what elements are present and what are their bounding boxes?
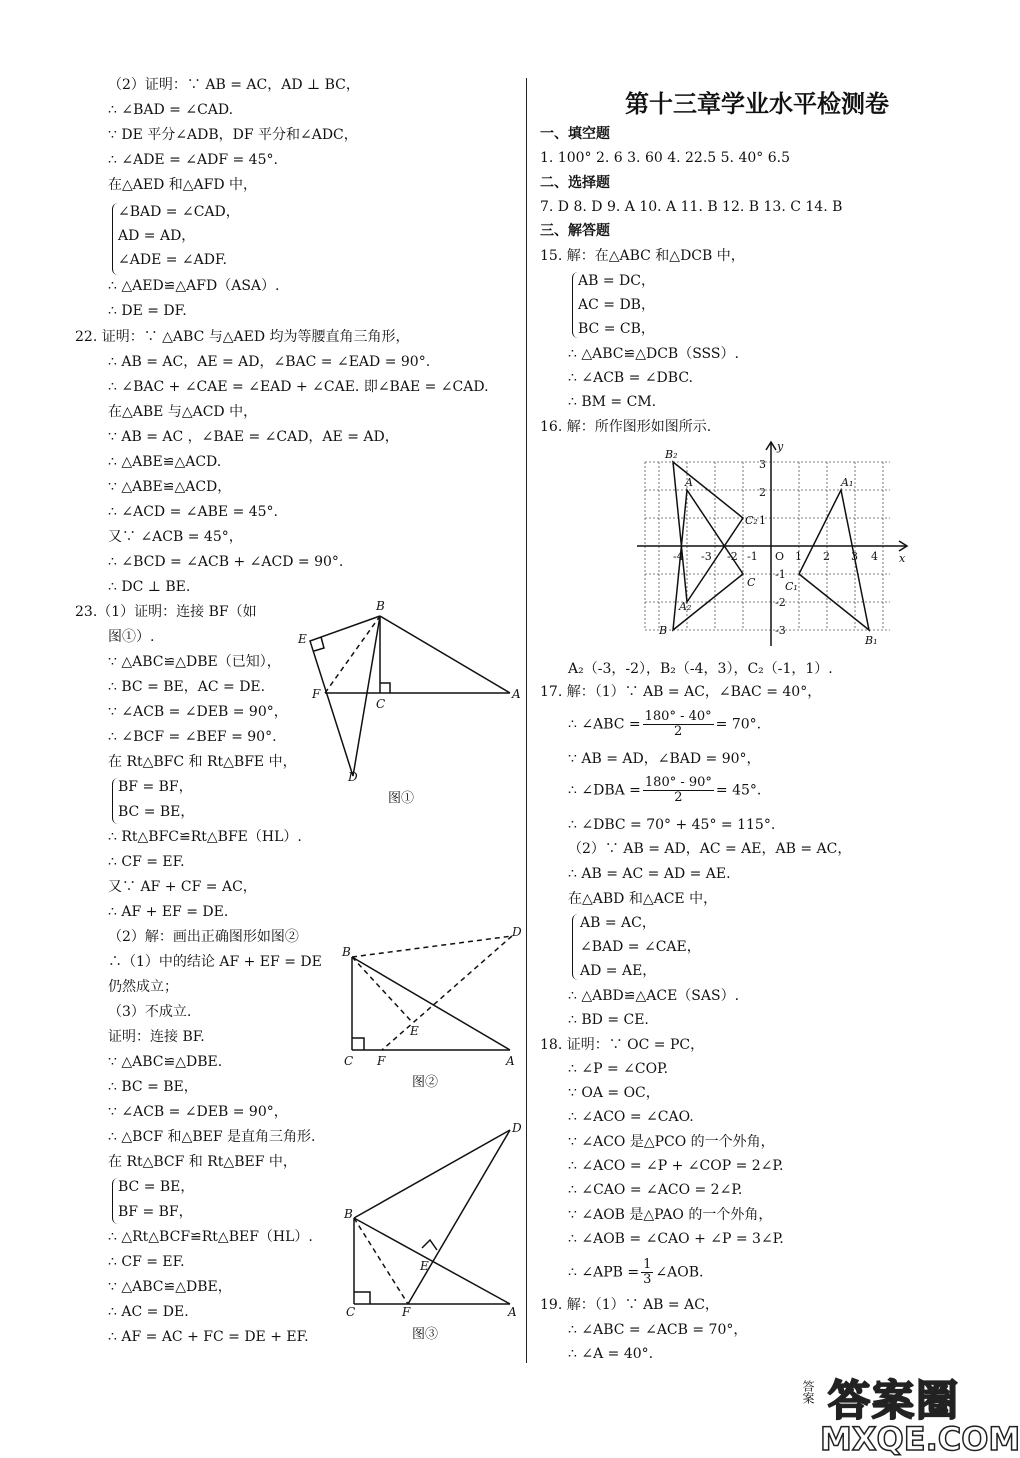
- answer-line: ∵ △ABC≌△DBE.: [108, 1054, 223, 1070]
- answer-line: 15. 解：在△ABC 和△DCB 中，: [540, 248, 745, 264]
- fig1-label: C: [376, 697, 386, 711]
- y-axis-label: y: [777, 440, 784, 453]
- answer-line: ∴ DE = DF.: [108, 303, 187, 319]
- tick-label: -1: [747, 550, 758, 563]
- fig2-label: F: [377, 1054, 386, 1068]
- answer-line: ∴ △BCF 和△BEF 是直角三角形.: [108, 1129, 316, 1145]
- answer-line: ∴ ∠DBC = 70° + 45° = 115°.: [568, 817, 776, 833]
- point-label: C₂: [745, 514, 758, 527]
- section-heading: 二、选择题: [540, 175, 610, 191]
- point-label: A₂: [679, 600, 692, 613]
- answer-line: 图①）.: [108, 629, 155, 645]
- answer-line: ∴ ∠AOB = ∠CAO + ∠P = 3∠P.: [568, 1231, 784, 1247]
- answer-line: A₂（-3，-2），B₂（-4，3），C₂（-1，1）.: [568, 661, 833, 677]
- answer-line: ∴ ∠ACB = ∠DBC.: [568, 370, 693, 386]
- answer-line: ∴ DC ⊥ BE.: [108, 579, 191, 595]
- answer-line: ∴ ∠BCD = ∠ACB + ∠ACD = 90°.: [108, 554, 344, 570]
- point-label: A₁: [841, 476, 854, 489]
- fraction-prefix: ∴ ∠APB =: [568, 1264, 640, 1281]
- fig3-label: F: [402, 1305, 411, 1319]
- figure-3-caption: 图③: [412, 1327, 439, 1342]
- answer-line: AD = AD，: [118, 228, 196, 244]
- answer-line: AB = DC，: [578, 273, 655, 289]
- denominator: 3: [643, 1272, 652, 1287]
- fig2-label: E: [410, 1024, 419, 1038]
- fig3-label: D: [512, 1121, 522, 1135]
- fraction: [641, 1258, 653, 1287]
- point-label: C₁: [785, 580, 798, 593]
- answer-line: BC = BE，: [118, 804, 195, 820]
- watermark-url: MXQE.COM: [820, 1420, 1020, 1458]
- answer-line: ∴ ∠A = 40°.: [568, 1346, 654, 1362]
- answer-line: ∠BAD = ∠CAD，: [118, 204, 240, 220]
- answer-line: ∴ △Rt△BCF≌Rt△BEF（HL）.: [108, 1229, 313, 1245]
- section-heading: 一、填空题: [540, 126, 610, 142]
- brace: [112, 1178, 119, 1224]
- answer-line: ∴ AF + EF = DE.: [108, 904, 229, 920]
- fraction-suffix: ∠AOB.: [655, 1264, 704, 1281]
- answer-line: ∴ ∠CAO = ∠ACO = 2∠P.: [568, 1182, 743, 1198]
- fraction-suffix: = 45°.: [715, 782, 762, 799]
- numerator: 180° - 40°: [644, 709, 712, 724]
- fraction-line: [568, 776, 761, 805]
- fig3-label: C: [346, 1305, 356, 1319]
- fig1-label: E: [298, 632, 307, 646]
- denominator: 2: [674, 724, 683, 739]
- brace: [112, 203, 119, 275]
- point-label: B₂: [665, 448, 678, 461]
- answer-line: 又∵ AF + CF = AC，: [108, 879, 257, 895]
- fig3-label: E: [420, 1259, 429, 1273]
- tick-label: -3: [775, 624, 786, 637]
- answer-line: 又∵ ∠ACB = 45°，: [108, 529, 243, 545]
- tick-label: -1: [775, 568, 786, 581]
- point-label: B₁: [865, 634, 878, 647]
- tick-label: 3: [759, 458, 766, 471]
- answer-line: ∴ CF = EF.: [108, 1254, 185, 1270]
- answer-line: 23.（1）证明：连接 BF（如: [75, 604, 257, 620]
- answer-line: ∴ ∠ADE = ∠ADF = 45°.: [108, 152, 278, 168]
- answer-line: ∴ ∠BAC + ∠CAE = ∠EAD + ∠CAE. 即∠BAE = ∠CAD.: [108, 379, 489, 395]
- answer-line: 证明：连接 BF.: [108, 1029, 205, 1045]
- point-label: B: [659, 624, 668, 637]
- tick-label: 4: [871, 550, 878, 563]
- point-label: C: [747, 576, 756, 589]
- answer-line: 在 Rt△BCF 和 Rt△BEF 中，: [108, 1154, 297, 1170]
- brace: [572, 914, 579, 980]
- answer-line: ∴ BC = BE，: [108, 1079, 198, 1095]
- tick-label: 1: [759, 514, 766, 527]
- fig2-label: A: [506, 1054, 515, 1068]
- answer-line: （2）∵ AB = AD，AC = AE，AB = AC，: [568, 841, 852, 857]
- answer-line: ∴ ∠ABC = ∠ACB = 70°，: [568, 1322, 748, 1338]
- fig1-label: D: [348, 770, 358, 784]
- tick-label: 3: [851, 550, 858, 563]
- answer-line: 19. 解：（1）∵ AB = AC，: [540, 1297, 719, 1313]
- answer-line: 17. 解：（1）∵ AB = AC，∠BAC = 40°，: [540, 684, 822, 700]
- answer-line: ∴ Rt△BFC≌Rt△BFE（HL）.: [108, 829, 302, 845]
- tick-label: O: [775, 550, 785, 563]
- x-axis-label: x: [899, 552, 906, 565]
- fig1-label: A: [512, 687, 521, 701]
- answer-line: ∵ DE 平分∠ADB，DF 平分和∠ADC，: [108, 127, 358, 143]
- answer-line: ∠ADE = ∠ADF.: [118, 252, 227, 268]
- chapter-title: 第十三章学业水平检测卷: [625, 90, 889, 118]
- answer-line: （2）解：画出正确图形如图②: [108, 929, 299, 945]
- fraction: [643, 710, 714, 739]
- answer-line: 18. 证明：∵ OC = PC，: [540, 1037, 705, 1053]
- tick-label: -2: [727, 550, 738, 563]
- tick-label: 1: [795, 550, 802, 563]
- answer-line: 在 Rt△BFC 和 Rt△BFE 中，: [108, 754, 297, 770]
- answer-line: 7. D 8. D 9. A 10. A 11. B 12. B 13. C 14. B: [540, 199, 843, 215]
- tick-label: 2: [759, 486, 766, 499]
- answer-line: 在△ABD 和△ACE 中，: [568, 891, 718, 907]
- coordinate-grid-figure: [635, 438, 915, 650]
- answer-line: 1. 100° 2. 6 3. 60 4. 22.5 5. 40° 6.5: [540, 150, 790, 166]
- answer-line: ∴（1）中的结论 AF + EF = DE: [108, 954, 322, 970]
- answer-line: ∵ OA = OC，: [568, 1085, 660, 1101]
- fraction-line: [568, 710, 761, 739]
- answer-line: BC = CB，: [578, 321, 655, 337]
- answer-line: ∵ △ABE≌△ACD，: [108, 479, 232, 495]
- fraction-prefix: ∴ ∠DBA =: [568, 782, 641, 799]
- fraction-suffix: = 70°.: [715, 716, 762, 733]
- answer-line: ∴ AB = AC = AD = AE.: [568, 866, 731, 882]
- answer-line: AC = DB，: [578, 297, 655, 313]
- tick-label: 2: [823, 550, 830, 563]
- answer-line: 在△ABE 与△ACD 中，: [108, 404, 258, 420]
- fig3-label: A: [508, 1305, 517, 1319]
- fraction-prefix: ∴ ∠ABC =: [568, 716, 641, 733]
- answer-line: ∵ ∠ACB = ∠DEB = 90°，: [108, 704, 288, 720]
- brace: [572, 272, 579, 338]
- fig2-label: B: [342, 945, 351, 959]
- answer-line: 16. 解：所作图形如图所示.: [540, 419, 712, 435]
- answer-line: ∴ ∠ACO = ∠CAO.: [568, 1109, 694, 1125]
- answer-line: ∵ AB = AD，∠BAD = 90°，: [568, 751, 761, 767]
- answer-line: ∴ BD = CE.: [568, 1012, 649, 1028]
- fig3-label: B: [344, 1207, 353, 1221]
- answer-line: BF = BF，: [118, 1204, 193, 1220]
- answer-line: ∴ ∠ACD = ∠ABE = 45°.: [108, 504, 279, 520]
- fig2-label: D: [512, 925, 522, 939]
- answer-line: ∴ CF = EF.: [108, 854, 185, 870]
- fraction-line: [568, 1258, 703, 1287]
- answer-line: ∵ ∠ACB = ∠DEB = 90°，: [108, 1104, 288, 1120]
- fraction: [643, 776, 714, 805]
- answer-line: ∴ BM = CM.: [568, 394, 657, 410]
- answer-line: ∵ ∠ACO 是△PCO 的一个外角，: [568, 1134, 775, 1150]
- answer-line: ∴ ∠BCF = ∠BEF = 90°.: [108, 729, 277, 745]
- answer-line: AD = AE，: [580, 963, 657, 979]
- answer-line: ∴ ∠P = ∠COP.: [568, 1061, 669, 1077]
- answer-line: ∵ AB = AC ，∠BAE = ∠CAD，AE = AD，: [108, 429, 399, 445]
- answer-line: ∴ △AED≌△AFD（ASA）.: [108, 278, 280, 294]
- answer-line: 仍然成立；: [108, 979, 178, 995]
- figure-1: [290, 598, 530, 788]
- answer-line: ∠BAD = ∠CAE，: [580, 939, 701, 955]
- answer-line: ∴ BC = BE，AC = DE.: [108, 679, 266, 695]
- brace: [112, 778, 119, 824]
- section-heading: 三、解答题: [540, 223, 610, 239]
- answer-line: ∴ △ABE≌△ACD.: [108, 454, 222, 470]
- denominator: 2: [674, 790, 683, 805]
- figure-3: [340, 1118, 530, 1318]
- answer-line: ∵ △ABC≌△DBE（已知），: [108, 654, 281, 670]
- fig1-label: F: [312, 687, 321, 701]
- answer-line: 22. 证明：∵ △ABC 与△AED 均为等腰直角三角形，: [75, 329, 410, 345]
- figure-2-caption: 图②: [412, 1075, 439, 1090]
- fig1-label: B: [376, 599, 385, 613]
- answer-line: BF = BF，: [118, 779, 193, 795]
- answer-line: ∴ △ABC≌△DCB（SSS）.: [568, 346, 739, 362]
- answer-line: ∴ AC = DE.: [108, 1304, 189, 1320]
- fig2-label: C: [344, 1054, 354, 1068]
- answer-line: ∴ ∠ACO = ∠P + ∠COP = 2∠P.: [568, 1158, 784, 1174]
- answer-line: ∴ △ABD≌△ACE（SAS）.: [568, 988, 740, 1004]
- answer-line: （3）不成立.: [108, 1004, 192, 1020]
- answer-line: AB = AC，: [580, 915, 656, 931]
- site-watermark: [820, 1368, 1020, 1458]
- tick-label: -3: [701, 550, 712, 563]
- answer-line: ∵ △ABC≌△DBE，: [108, 1279, 232, 1295]
- tick-label: -2: [775, 596, 786, 609]
- page-number-mark: 答案: [801, 1380, 815, 1404]
- watermark-logo-text: 答案圈: [828, 1376, 961, 1425]
- answer-line: ∴ AF = AC + FC = DE + EF.: [108, 1329, 309, 1345]
- answer-line: （2）证明：∵ AB = AC，AD ⊥ BC，: [108, 77, 360, 93]
- answer-line: ∴ ∠BAD = ∠CAD.: [108, 102, 234, 118]
- answer-line: ∴ AB = AC，AE = AD，∠BAC = ∠EAD = 90°.: [108, 354, 431, 370]
- numerator: 1: [643, 1257, 652, 1272]
- numerator: 180° - 90°: [644, 775, 712, 790]
- figure-1-caption: 图①: [388, 791, 415, 806]
- answer-line: ∵ ∠AOB 是△PAO 的一个外角，: [568, 1207, 773, 1223]
- answer-line: BC = BE，: [118, 1179, 195, 1195]
- answer-line: 在△AED 和△AFD 中，: [108, 177, 258, 193]
- point-label: A: [685, 476, 693, 489]
- figure-2: [340, 922, 530, 1072]
- tick-label: -4: [673, 550, 684, 563]
